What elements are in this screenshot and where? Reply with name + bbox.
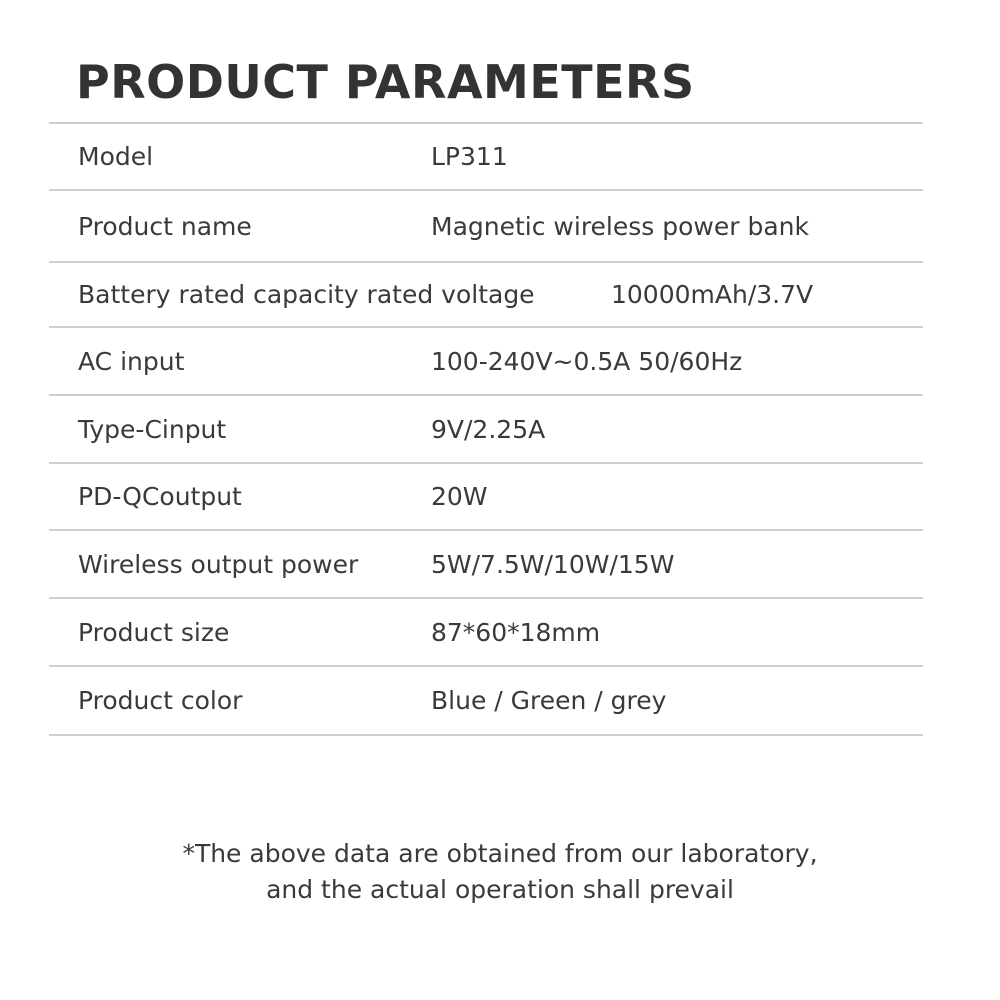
parameter-label: Product name — [78, 211, 252, 241]
footnote-line: *The above data are obtained from our laboratory, — [182, 839, 818, 868]
parameter-value: 10000mAh/3.7V — [611, 280, 814, 309]
table-row — [49, 328, 923, 396]
parameter-value: Magnetic wireless power bank — [431, 211, 809, 241]
parameters-table — [49, 122, 923, 736]
table-row — [49, 124, 923, 191]
table-row — [49, 599, 923, 667]
parameter-label: Product color — [78, 686, 243, 715]
parameter-label: AC input — [78, 346, 185, 376]
parameter-value: Blue / Green / grey — [431, 686, 667, 715]
table-row — [49, 531, 923, 599]
page-title: PRODUCT PARAMETERS — [76, 55, 695, 109]
parameter-value: 9V/2.25A — [431, 414, 546, 444]
table-row — [49, 191, 923, 263]
table-row — [49, 667, 923, 736]
parameter-label: Model — [78, 142, 154, 171]
parameter-value: LP311 — [431, 142, 508, 171]
parameter-label: Wireless output power — [78, 549, 359, 579]
parameter-value: 100-240V~0.5A 50/60Hz — [431, 346, 743, 376]
parameter-label: Battery rated capacity rated voltage — [78, 280, 535, 309]
table-row — [49, 396, 923, 464]
parameter-label: Type-Cinput — [78, 414, 227, 444]
parameter-value: 87*60*18mm — [431, 617, 601, 647]
parameter-label: Product size — [78, 617, 230, 647]
table-row — [49, 263, 923, 328]
footnote — [0, 836, 1000, 908]
footnote-line: and the actual operation shall prevail — [266, 875, 734, 904]
parameter-label: PD-QCoutput — [78, 482, 242, 511]
parameter-value: 5W/7.5W/10W/15W — [431, 549, 675, 579]
parameter-value: 20W — [431, 482, 488, 511]
table-row — [49, 464, 923, 531]
